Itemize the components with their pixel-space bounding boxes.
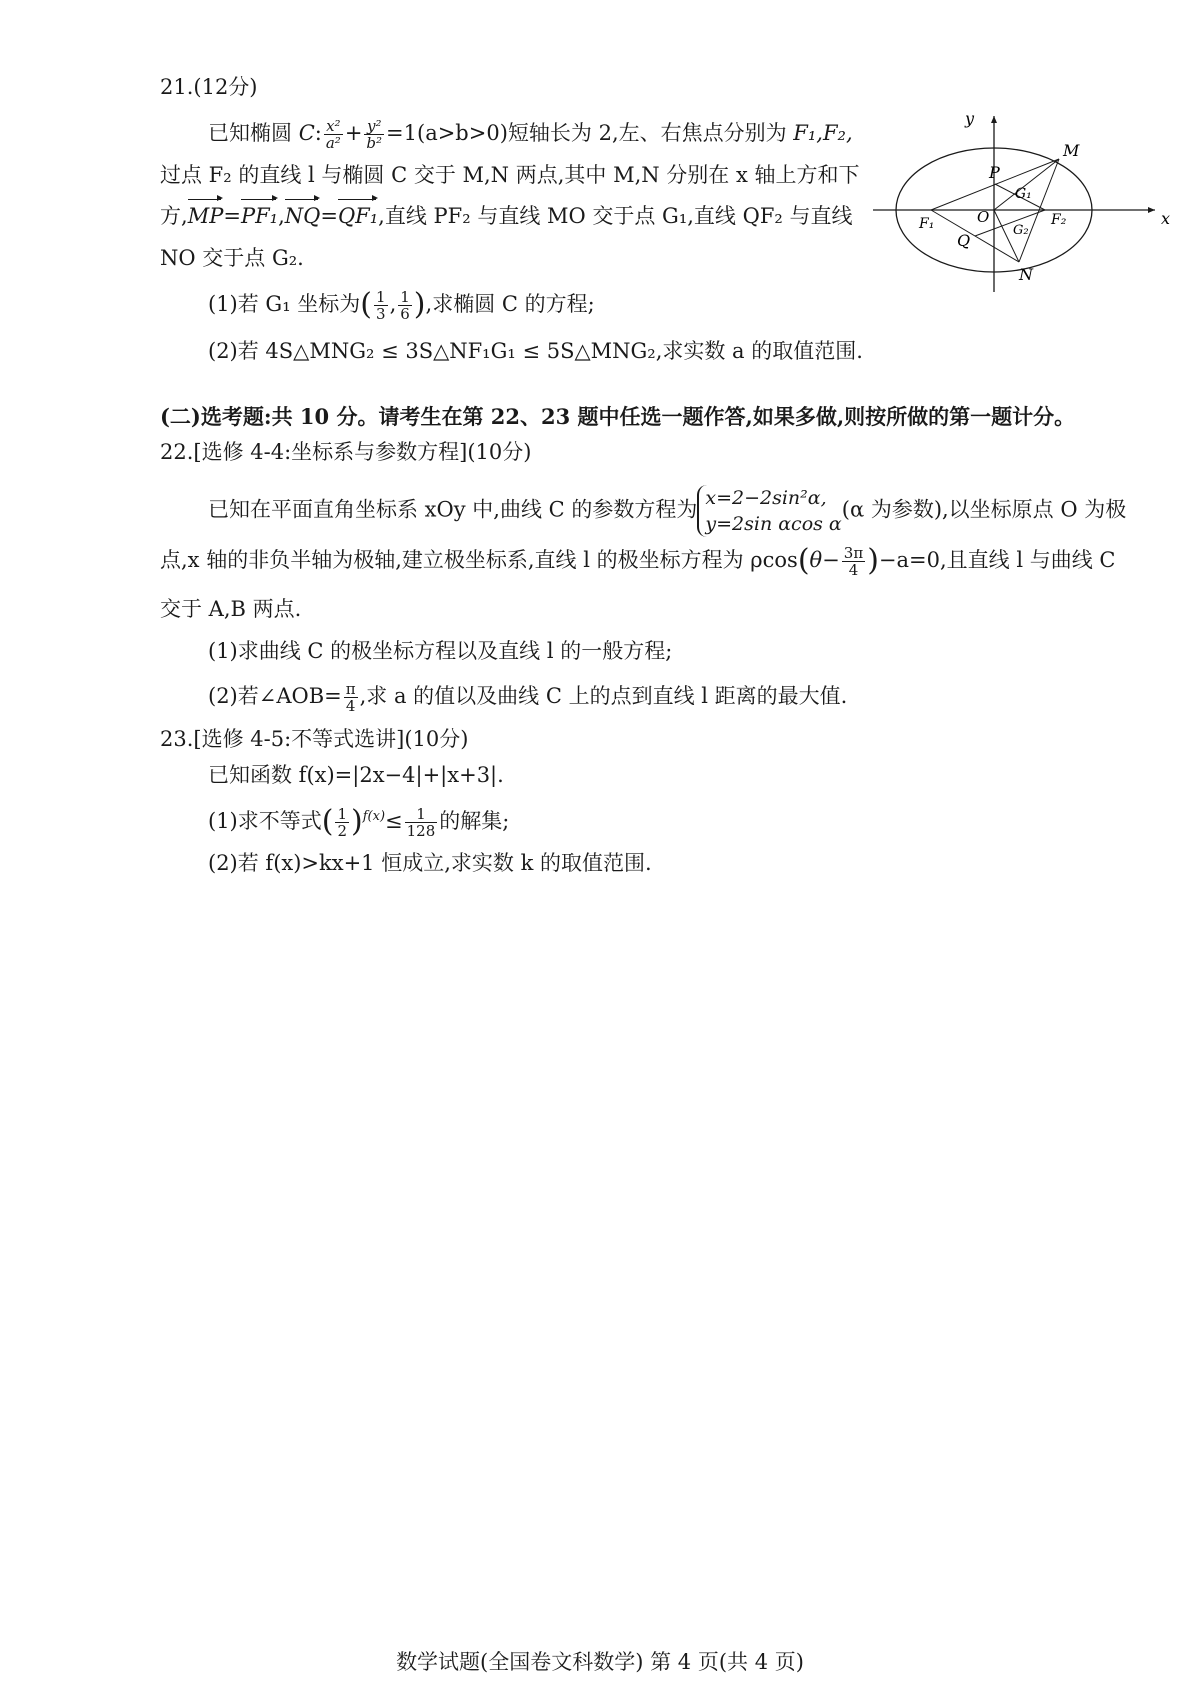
q21-l3-eq1: =	[223, 204, 241, 228]
q21-line3	[160, 201, 853, 231]
q21-line4: NO 交于点 G₂.	[160, 246, 304, 270]
ellipse-diagram	[873, 112, 1173, 302]
q22-p2-rest: ,求 a 的值以及曲线 C 上的点到直线 l 距离的最大值.	[359, 684, 848, 708]
plus-sign: +	[344, 121, 363, 145]
frac-x2-a2: $\frac{\text{x²}}{\text{a²}}$	[325, 117, 341, 152]
vector-pf1: PF₁	[241, 201, 278, 231]
label-n: N	[1019, 265, 1033, 284]
label-g1: G₁	[1015, 186, 1032, 202]
q21-p1-rest: ,求椭圆 C 的方程;	[425, 292, 595, 316]
label-f1: F₁	[919, 216, 935, 232]
q22-header: 22.[选修 4-4:坐标系与参数方程](10分)	[160, 440, 532, 464]
q21-p1-text: (1)若 G₁ 坐标为	[208, 292, 361, 316]
q21-l1-cond: =1(a>b>0)	[386, 121, 508, 145]
q21-line1	[208, 118, 853, 151]
label-g2: G₂	[1013, 223, 1029, 238]
frac-y2-b2: $\frac{\text{y²}}{\text{b²}}$	[366, 117, 383, 152]
q22-line3: 交于 A,B 两点.	[160, 597, 302, 621]
exponent-fx: f(x)	[362, 809, 386, 824]
q21-part1: (1)若 G₁ 坐标为( $\frac{1}{3}$ , $\frac{1}{6}$ ),求椭圆 C 的方程;	[208, 287, 595, 323]
q23-line1: 已知函数 f(x)=|2x−4|+|x+3|.	[208, 763, 504, 787]
frac-1-6: $\frac{1}{6}$	[400, 288, 410, 323]
frac-1-3: $\frac{1}{3}$	[376, 288, 386, 323]
q21-l1-C: C	[298, 121, 315, 145]
q23-p1-text: (1)求不等式	[208, 809, 322, 833]
q22-l1-rest: (α 为参数),以坐标原点 O 为极	[841, 497, 1127, 522]
vector-qf1: QF₁	[338, 201, 378, 231]
label-x: x	[1161, 209, 1171, 228]
frac-1-2: $\frac{1}{2}$	[337, 805, 348, 840]
y-axis-arrow	[991, 116, 997, 123]
q22-line2: 点,x 轴的非负半轴为极轴,建立极坐标系,直线 l 的极坐标方程为 ρcos(θ− $\frac{3\pi}{4}$ )−a=0,且直线 l 与曲线 C	[160, 543, 1116, 579]
q22-part2	[208, 681, 847, 714]
q21-l3-eq2: =	[320, 204, 338, 228]
label-f2: F₂	[1051, 212, 1067, 228]
q22-l2-rest: −a=0,且直线 l 与曲线 C	[878, 548, 1116, 572]
q22-l2-text: 点,x 轴的非负半轴为极轴,建立极坐标系,直线 l 的极坐标方程为 ρcos	[160, 548, 798, 572]
math-theta: θ−	[809, 548, 840, 572]
q21-l1-text2: 短轴长为 2,左、右焦点分别为	[507, 121, 794, 145]
q21-l1-text: 已知椭圆	[208, 121, 299, 145]
q21-l3-comma: ,	[278, 204, 285, 228]
label-m: M	[1063, 141, 1080, 160]
q22-p2-text: (2)若∠AOB=	[208, 684, 342, 708]
x-axis-arrow	[1148, 207, 1155, 213]
q21-l1-colon: :	[314, 121, 322, 145]
q23-part1: (1)求不等式( $\frac{1}{2}$ )$^{f(x)}$≤ $\frac{1}{128}$ 的解集;	[208, 804, 510, 840]
param-equation-system: x=2−2sin²α, y=2sin αcos α	[697, 485, 841, 537]
q22-line1	[208, 485, 1126, 537]
label-p: P	[989, 163, 1000, 182]
q21-header: 21.(12分)	[160, 75, 258, 99]
q23-header: 23.[选修 4-5:不等式选讲](10分)	[160, 727, 469, 751]
frac-1-128: $\frac{1}{128}$	[406, 805, 436, 840]
q23-part2: (2)若 f(x)>kx+1 恒成立,求实数 k 的取值范围.	[208, 851, 652, 875]
frac-pi-4: $\frac{\pi}{4}$	[345, 680, 356, 715]
q21-l3-text: 方,	[160, 204, 188, 228]
label-q: Q	[957, 231, 971, 250]
q21-l1-foci: F₁,F₂,	[793, 121, 853, 145]
vector-nq: NQ	[285, 201, 321, 231]
leq-sign: ≤	[385, 809, 403, 833]
frac-3pi-4: $\frac{3\pi}{4}$	[843, 544, 864, 579]
q23-p1-rest: 的解集;	[439, 809, 510, 833]
label-o: O	[977, 208, 990, 226]
label-y: y	[965, 112, 975, 128]
q21-part2: (2)若 4S△MNG₂ ≤ 3S△NF₁G₁ ≤ 5S△MNG₂,求实数 a 的取值范围.	[208, 339, 863, 363]
q21-l3-rest: ,直线 PF₂ 与直线 MO 交于点 G₁,直线 QF₂ 与直线	[378, 204, 853, 228]
q22-l1-text: 已知在平面直角坐标系 xOy 中,曲线 C 的参数方程为	[208, 497, 698, 522]
q22-part1: (1)求曲线 C 的极坐标方程以及直线 l 的一般方程;	[208, 639, 673, 663]
q21-line2: 过点 F₂ 的直线 l 与椭圆 C 交于 M,N 两点,其中 M,N 分别在 x 轴上方和下	[160, 163, 860, 187]
section-2-heading: (二)选考题:共 10 分。请考生在第 22、23 题中任选一题作答,如果多做,则按所做的第一题计分。	[160, 404, 1076, 429]
page-footer: 数学试题(全国卷文科数学) 第 4 页(共 4 页)	[396, 1650, 804, 1674]
vector-mp: MP	[188, 201, 224, 231]
